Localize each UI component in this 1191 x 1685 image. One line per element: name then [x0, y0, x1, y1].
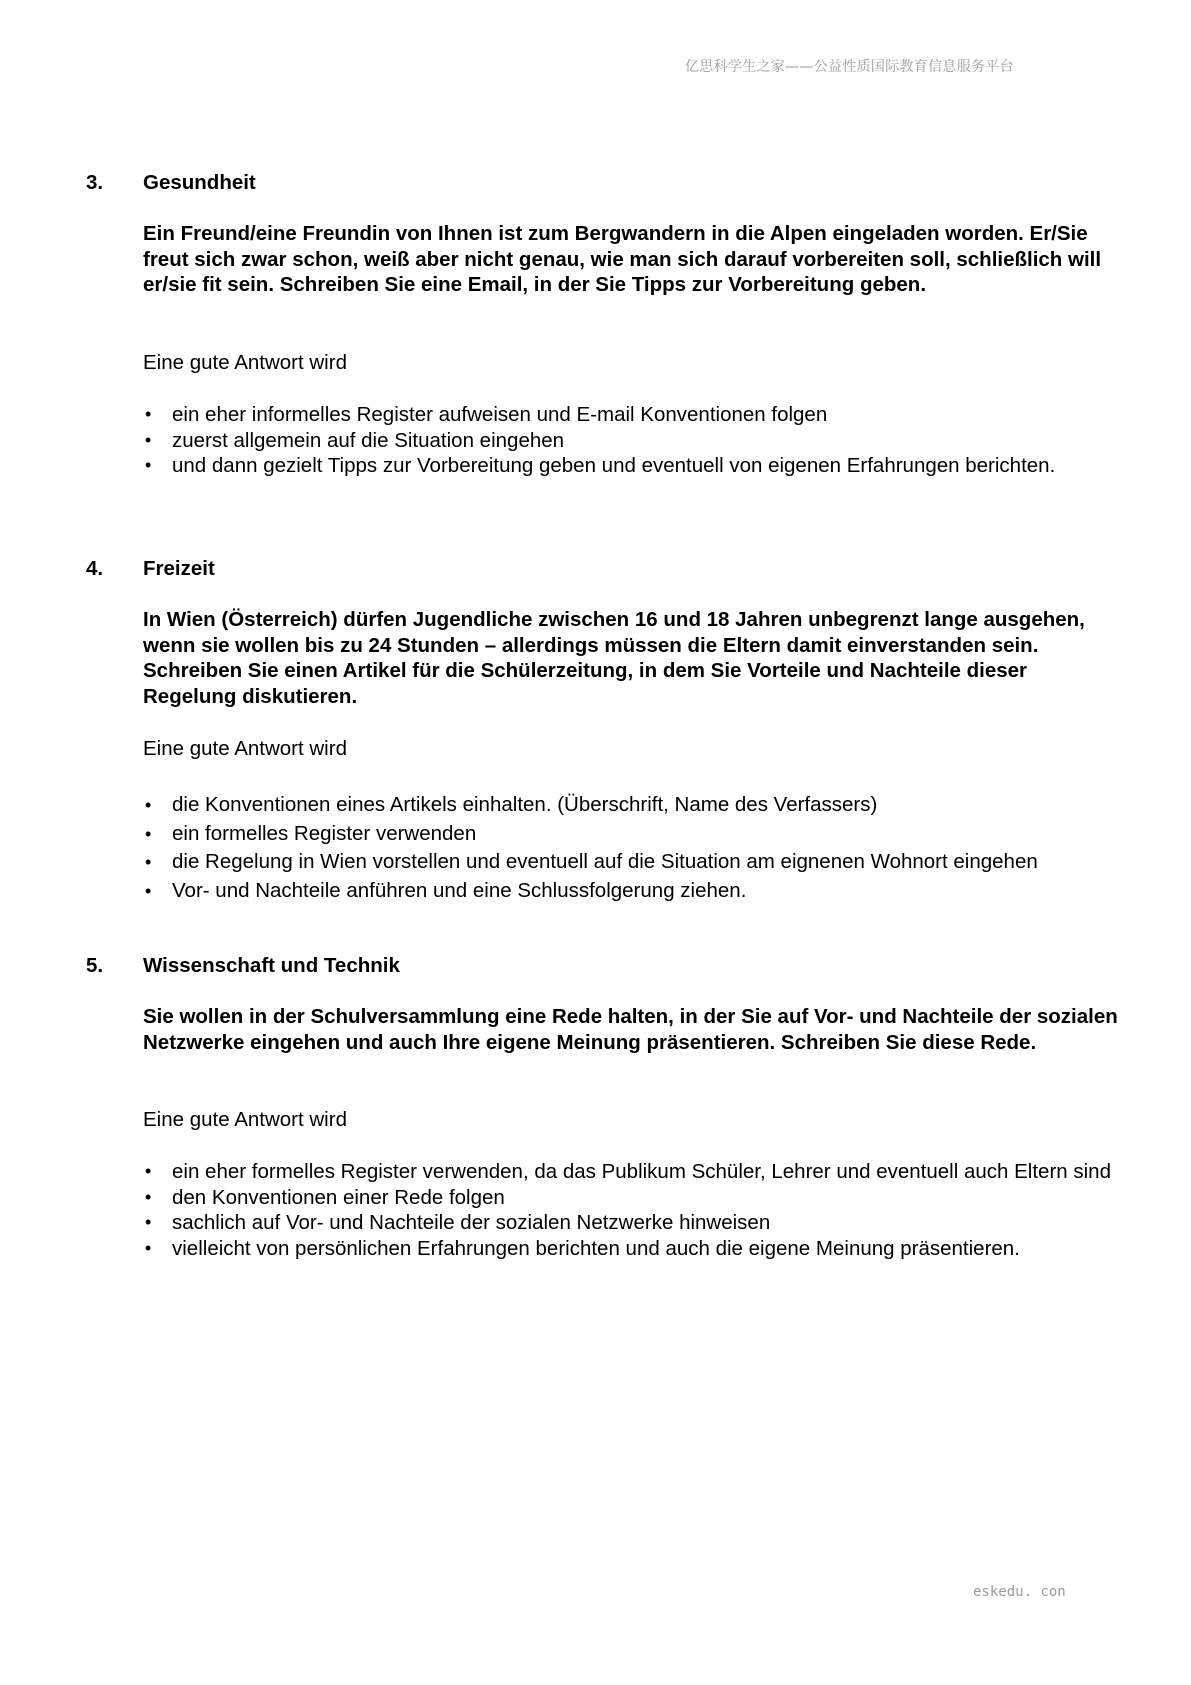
answer-intro: Eine gute Antwort wird — [143, 1108, 347, 1131]
list-item-text: Vor- und Nachteile anführen und eine Schlussfolgerung ziehen. — [172, 878, 747, 902]
bullet-icon: • — [145, 429, 152, 450]
criteria-list — [143, 791, 1123, 905]
list-item-text: sachlich auf Vor- und Nachteile der sozialen Netzwerke hinweisen — [172, 1211, 771, 1234]
bullet-icon: • — [145, 1237, 152, 1258]
list-item-text: ein eher formelles Register verwenden, da das Publikum Schüler, Lehrer und eventuell auch Eltern sind — [172, 1160, 1111, 1183]
section-number: 4. — [86, 557, 104, 580]
criteria-list — [143, 1159, 1123, 1261]
bullet-icon: • — [145, 852, 152, 872]
bullet-icon: • — [145, 880, 152, 901]
list-item — [143, 820, 1123, 849]
task-prompt: Sie wollen in der Schulversammlung eine Rede halten, in der Sie auf Vor- und Nachteile der sozialen Netzwerke eingehen und auch Ihre eigene Meinung präsentieren. Schreiben Sie diese Rede. — [143, 1005, 1118, 1054]
list-item — [143, 1185, 1123, 1211]
list-item-text: vielleicht von persönlichen Erfahrungen berichten und auch die eigene Meinung präsentieren. — [172, 1236, 1020, 1260]
list-item-text: die Konventionen eines Artikels einhalten. (Überschrift, Name des Verfassers) — [172, 793, 878, 816]
bullet-icon: • — [145, 795, 152, 815]
page-header-note: 亿思科学生之家——公益性质国际教育信息服务平台 — [685, 59, 1014, 75]
section-number: 3. — [86, 171, 104, 194]
list-item — [143, 1236, 1123, 1262]
criteria-list — [143, 402, 1123, 479]
bullet-icon: • — [145, 1161, 152, 1181]
list-item — [143, 877, 1123, 906]
list-item-text: die Regelung in Wien vorstellen und eventuell auf die Situation am eignenen Wohnort eingehen — [172, 850, 1038, 873]
list-item — [143, 453, 1123, 479]
page-footer-note: eskedu. con — [973, 1584, 1066, 1600]
list-item — [143, 402, 1123, 428]
bullet-icon: • — [145, 823, 152, 844]
answer-intro: Eine gute Antwort wird — [143, 737, 347, 760]
list-item — [143, 1210, 1123, 1236]
task-prompt: Ein Freund/eine Freundin von Ihnen ist zum Bergwandern in die Alpen eingeladen worden. Er/Sie freut sich zwar schon, weiß aber nicht genau, wie man sich darauf vorbereiten soll, schließlich will er/sie fit sein. Schreiben Sie eine Email, in der Sie Tipps zur Vorbereitung geben. — [143, 222, 1102, 296]
list-item — [143, 848, 1123, 877]
section-title: Gesundheit — [143, 171, 256, 194]
list-item-text: ein formelles Register verwenden — [172, 821, 477, 845]
section-title: Wissenschaft und Technik — [143, 954, 400, 977]
list-item-text: ein eher informelles Register aufweisen und E-mail Konventionen folgen — [172, 403, 828, 426]
answer-intro: Eine gute Antwort wird — [143, 351, 347, 374]
bullet-icon: • — [145, 404, 152, 424]
task-prompt: In Wien (Österreich) dürfen Jugendliche zwischen 16 und 18 Jahren unbegrenzt lange ausgehen, wenn sie wollen bis zu 24 Stunden – allerdings müssen die Eltern damit einverstanden sein. Schreiben Sie einen Artikel für die Schülerzeitung, in dem Sie Vorteile und Nachteile dieser Regelung diskutieren. — [143, 608, 1085, 708]
list-item — [143, 791, 1123, 820]
list-item-text: und dann gezielt Tipps zur Vorbereitung geben und eventuell von eigenen Erfahrungen berichten. — [172, 454, 1056, 477]
bullet-icon: • — [145, 455, 152, 475]
list-item — [143, 1159, 1123, 1185]
section-title: Freizeit — [143, 557, 215, 580]
list-item-text: zuerst allgemein auf die Situation eingehen — [172, 428, 565, 452]
bullet-icon: • — [145, 1212, 152, 1232]
section-number: 5. — [86, 954, 104, 977]
list-item-text: den Konventionen einer Rede folgen — [172, 1185, 505, 1209]
list-item — [143, 428, 1123, 454]
bullet-icon: • — [145, 1186, 152, 1207]
